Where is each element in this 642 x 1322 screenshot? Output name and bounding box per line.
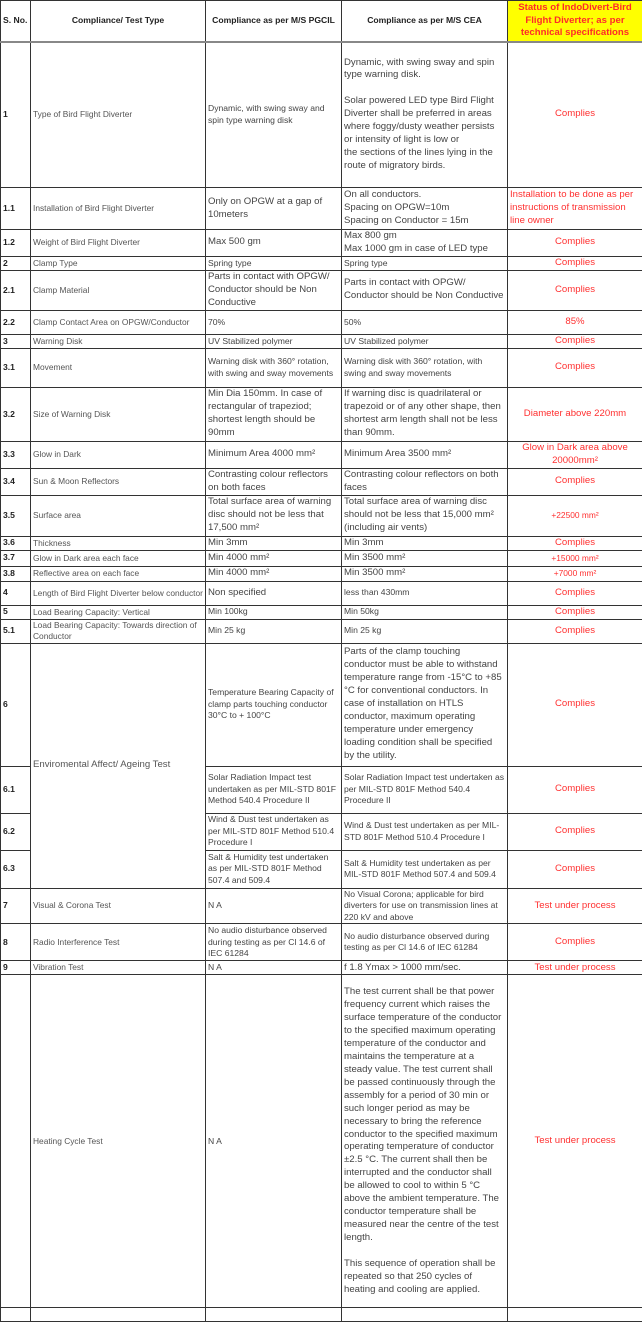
row-sno: 3.4 xyxy=(1,468,31,495)
row-sno: 6 xyxy=(1,643,31,766)
table-row xyxy=(1,619,642,643)
table-row xyxy=(1,468,642,495)
row-sno: 6.1 xyxy=(1,766,31,813)
row-sno: 2.1 xyxy=(1,270,31,310)
row-sno: 3.3 xyxy=(1,441,31,468)
row-cea: Dynamic, with swing sway and spin type warning disk. Solar powered LED type Bird Flight Diverter shall be preferred in areas where foggy/dusty weather persists or intensity of light is low or the sections of the lines lying in the route of migratory birds. xyxy=(342,42,508,188)
row-test-type: Visual & Corona Test xyxy=(31,888,206,924)
row-status: Test under process xyxy=(508,961,642,975)
row-pgcil: Wind & Dust test undertaken as per MIL-STD 801F Method 510.4 Procedure I xyxy=(206,813,342,850)
row-status: Complies xyxy=(508,643,642,766)
row-test-type: Glow in Dark xyxy=(31,441,206,468)
row-test-type: Surface area xyxy=(31,495,206,536)
row-pgcil: Max 500 gm xyxy=(206,230,342,257)
row-status: Complies xyxy=(508,334,642,348)
table-row xyxy=(1,550,642,566)
row-pgcil: Salt & Humidity test undertaken as per MIL-STD 801F Method 507.4 and 509.4 xyxy=(206,850,342,888)
table-row xyxy=(1,441,642,468)
table-row xyxy=(1,495,642,536)
row-cea: Min 3mm xyxy=(342,536,508,550)
row-cea: Max 800 gm Max 1000 gm in case of LED type xyxy=(342,230,508,257)
row-cea: Min 3500 mm² xyxy=(342,566,508,581)
row-status: 85% xyxy=(508,310,642,334)
row-sno: 3.2 xyxy=(1,387,31,441)
header-cea: Compliance as per M/S CEA xyxy=(342,1,508,42)
row-test-type: Thickness xyxy=(31,536,206,550)
row-cea: Spring type xyxy=(342,256,508,270)
row-status: Complies xyxy=(508,42,642,188)
row-pgcil xyxy=(206,1308,342,1322)
row-status: Glow in Dark area above 20000mm² xyxy=(508,441,642,468)
row-cea: No audio disturbance observed during testing as per Cl 14.6 of IEC 61284 xyxy=(342,924,508,961)
row-pgcil: Parts in contact with OPGW/ Conductor should be Non Conductive xyxy=(206,270,342,310)
row-cea: Min 25 kg xyxy=(342,619,508,643)
row-status: Complies xyxy=(508,813,642,850)
row-test-type: Vibration Test xyxy=(31,961,206,975)
row-sno: 2.2 xyxy=(1,310,31,334)
row-cea: UV Stabilized polymer xyxy=(342,334,508,348)
table-row xyxy=(1,924,642,961)
row-status: Complies xyxy=(508,605,642,619)
row-cea: f 1.8 Ymax > 1000 mm/sec. xyxy=(342,961,508,975)
row-status: Complies xyxy=(508,581,642,605)
row-cea: Salt & Humidity test undertaken as per MIL-STD 801F Method 507.4 and 509.4 xyxy=(342,850,508,888)
row-status: Diameter above 220mm xyxy=(508,387,642,441)
row-status: Complies xyxy=(508,256,642,270)
row-pgcil: Min 4000 mm² xyxy=(206,566,342,581)
row-sno: 4 xyxy=(1,581,31,605)
row-test-type: Sun & Moon Reflectors xyxy=(31,468,206,495)
row-cea: 50% xyxy=(342,310,508,334)
row-pgcil: 70% xyxy=(206,310,342,334)
row-pgcil: Dynamic, with swing sway and spin type warning disk xyxy=(206,42,342,188)
row-pgcil: Non specified xyxy=(206,581,342,605)
row-sno: 1.1 xyxy=(1,188,31,230)
row-test-type: Clamp Type xyxy=(31,256,206,270)
table-row xyxy=(1,188,642,230)
row-test-type: Movement xyxy=(31,348,206,387)
row-status: +7000 mm² xyxy=(508,566,642,581)
row-cea: Min 3500 mm² xyxy=(342,550,508,566)
row-sno: 1.2 xyxy=(1,230,31,257)
row-pgcil: Temperature Bearing Capacity of clamp parts touching conductor 30°C to + 100°C xyxy=(206,643,342,766)
row-cea: Parts in contact with OPGW/ Conductor should be Non Conductive xyxy=(342,270,508,310)
row-test-type: Length of Bird Flight Diverter below conductor xyxy=(31,581,206,605)
table-row xyxy=(1,310,642,334)
row-pgcil: Min 100kg xyxy=(206,605,342,619)
row-cea: The test current shall be that power frequency current which raises the surface temperature of the conductor to the specified maximum operating temperature of the conductor and maintains the temperature at a steady value. The test current shall be passed continuously through the assembly for a period of 30 min or such longer period as may be necessary to bring the reference conductor to the specified maximum operating temperature of conductor ±2.5 °C. The current shall then be interrupted and the conductor shall be allowed to cool to within 5 °C above the ambient temperature. The conductor temperature shall be measured near the centre of the test length. This sequence of operation shall be repeated so that 250 cycles of heating and cooling are applied. xyxy=(342,975,508,1308)
row-cea: Parts of the clamp touching conductor must be able to withstand temperature range from -15°C to +85 °C for conventional conductors. In case of installation on HTLS conductor, maximum operating temperature under emergency loading condition shall be specified by the utility. xyxy=(342,643,508,766)
header-status: Status of IndoDivert-Bird Flight Diverter; as per technical specifications xyxy=(508,1,642,42)
row-status: Test under process xyxy=(508,888,642,924)
row-status: Complies xyxy=(508,619,642,643)
row-test-type: Radio Interference Test xyxy=(31,924,206,961)
table-row xyxy=(1,230,642,257)
row-cea: less than 430mm xyxy=(342,581,508,605)
row-status: +22500 mm² xyxy=(508,495,642,536)
row-sno: 6.2 xyxy=(1,813,31,850)
table-row xyxy=(1,387,642,441)
row-pgcil: Contrasting colour reflectors on both faces xyxy=(206,468,342,495)
row-status: Complies xyxy=(508,850,642,888)
row-test-type: Warning Disk xyxy=(31,334,206,348)
row-cea: Total surface area of warning disc should not be less that 15,000 mm² (including air vents) xyxy=(342,495,508,536)
row-sno: 3.6 xyxy=(1,536,31,550)
table-row xyxy=(1,581,642,605)
row-status xyxy=(508,1308,642,1322)
row-pgcil: N A xyxy=(206,961,342,975)
table-row xyxy=(1,605,642,619)
row-sno: 9 xyxy=(1,961,31,975)
row-cea: Min 50kg xyxy=(342,605,508,619)
row-cea: If warning disc is quadrilateral or trapezoid or of any other shape, then shortest arm length shall not be less than 90mm. xyxy=(342,387,508,441)
row-pgcil: Minimum Area 4000 mm² xyxy=(206,441,342,468)
row-test-type: Size of Warning Disk xyxy=(31,387,206,441)
row-test-type: Weight of Bird Flight Diverter xyxy=(31,230,206,257)
table-row xyxy=(1,334,642,348)
table-row xyxy=(1,270,642,310)
row-sno: 8 xyxy=(1,924,31,961)
row-pgcil: Solar Radiation Impact test undertaken as per MIL-STD 801F Method 540.4 Procedure II xyxy=(206,766,342,813)
row-status: +15000 mm² xyxy=(508,550,642,566)
row-pgcil: No audio disturbance observed during testing as per Cl 14.6 of IEC 61284 xyxy=(206,924,342,961)
table-row xyxy=(1,975,642,1308)
table-row xyxy=(1,536,642,550)
table-body xyxy=(1,42,642,1322)
row-status: Test under process xyxy=(508,975,642,1308)
row-test-type: Glow in Dark area each face xyxy=(31,550,206,566)
table-row xyxy=(1,256,642,270)
header-row xyxy=(1,1,642,42)
table-row xyxy=(1,961,642,975)
row-pgcil: Min 4000 mm² xyxy=(206,550,342,566)
row-test-type xyxy=(31,1308,206,1322)
row-cea: Wind & Dust test undertaken as per MIL-STD 801F Method 510.4 Procedure I xyxy=(342,813,508,850)
row-sno: 7 xyxy=(1,888,31,924)
header-pgcil: Compliance as per M/S PGCIL xyxy=(206,1,342,42)
row-cea: Minimum Area 3500 mm² xyxy=(342,441,508,468)
row-sno: 6.3 xyxy=(1,850,31,888)
row-status: Complies xyxy=(508,230,642,257)
table-row xyxy=(1,643,642,766)
row-test-type: Load Bearing Capacity: Towards direction of Conductor xyxy=(31,619,206,643)
row-sno: 5 xyxy=(1,605,31,619)
row-sno: 2 xyxy=(1,256,31,270)
row-test-type: Enviromental Affect/ Ageing Test xyxy=(31,643,206,888)
row-cea: Warning disk with 360° rotation, with swing and sway movements xyxy=(342,348,508,387)
row-sno: 3.7 xyxy=(1,550,31,566)
row-status: Complies xyxy=(508,924,642,961)
row-cea: No Visual Corona; applicable for bird diverters for use on transmission lines at 220 kV and above xyxy=(342,888,508,924)
row-pgcil: N A xyxy=(206,975,342,1308)
row-status: Complies xyxy=(508,468,642,495)
row-sno xyxy=(1,975,31,1308)
row-pgcil: UV Stabilized polymer xyxy=(206,334,342,348)
row-pgcil: Only on OPGW at a gap of 10meters xyxy=(206,188,342,230)
row-test-type: Installation of Bird Flight Diverter xyxy=(31,188,206,230)
row-cea: On all conductors. Spacing on OPGW=10m Spacing on Conductor = 15m xyxy=(342,188,508,230)
row-pgcil: Spring type xyxy=(206,256,342,270)
table-row xyxy=(1,888,642,924)
header-sno: S. No. xyxy=(1,1,31,42)
row-status: Complies xyxy=(508,348,642,387)
row-test-type: Clamp Contact Area on OPGW/Conductor xyxy=(31,310,206,334)
header-test-type: Compliance/ Test Type xyxy=(31,1,206,42)
row-test-type: Reflective area on each face xyxy=(31,566,206,581)
row-test-type: Clamp Material xyxy=(31,270,206,310)
row-cea xyxy=(342,1308,508,1322)
row-status: Complies xyxy=(508,766,642,813)
row-sno xyxy=(1,1308,31,1322)
row-test-type: Load Bearing Capacity: Vertical xyxy=(31,605,206,619)
row-pgcil: Min Dia 150mm. In case of rectangular of trapeziod; shortest length should be 90mm xyxy=(206,387,342,441)
row-pgcil: N A xyxy=(206,888,342,924)
row-status: Complies xyxy=(508,270,642,310)
row-cea: Contrasting colour reflectors on both faces xyxy=(342,468,508,495)
table-row xyxy=(1,566,642,581)
row-pgcil: Total surface area of warning disc should not be less that 17,500 mm² xyxy=(206,495,342,536)
row-test-type: Heating Cycle Test xyxy=(31,975,206,1308)
table-row xyxy=(1,348,642,387)
row-pgcil: Min 3mm xyxy=(206,536,342,550)
table-row xyxy=(1,1308,642,1322)
row-status: Installation to be done as per instructions of transmission line owner xyxy=(508,188,642,230)
row-status: Complies xyxy=(508,536,642,550)
row-cea: Solar Radiation Impact test undertaken as per MIL-STD 801F Method 540.4 Procedure II xyxy=(342,766,508,813)
row-sno: 3 xyxy=(1,334,31,348)
row-test-type: Type of Bird Flight Diverter xyxy=(31,42,206,188)
row-sno: 3.5 xyxy=(1,495,31,536)
row-sno: 1 xyxy=(1,42,31,188)
row-sno: 3.1 xyxy=(1,348,31,387)
table-row xyxy=(1,42,642,188)
row-pgcil: Warning disk with 360° rotation, with swing and sway movements xyxy=(206,348,342,387)
row-sno: 3.8 xyxy=(1,566,31,581)
row-pgcil: Min 25 kg xyxy=(206,619,342,643)
row-sno: 5.1 xyxy=(1,619,31,643)
